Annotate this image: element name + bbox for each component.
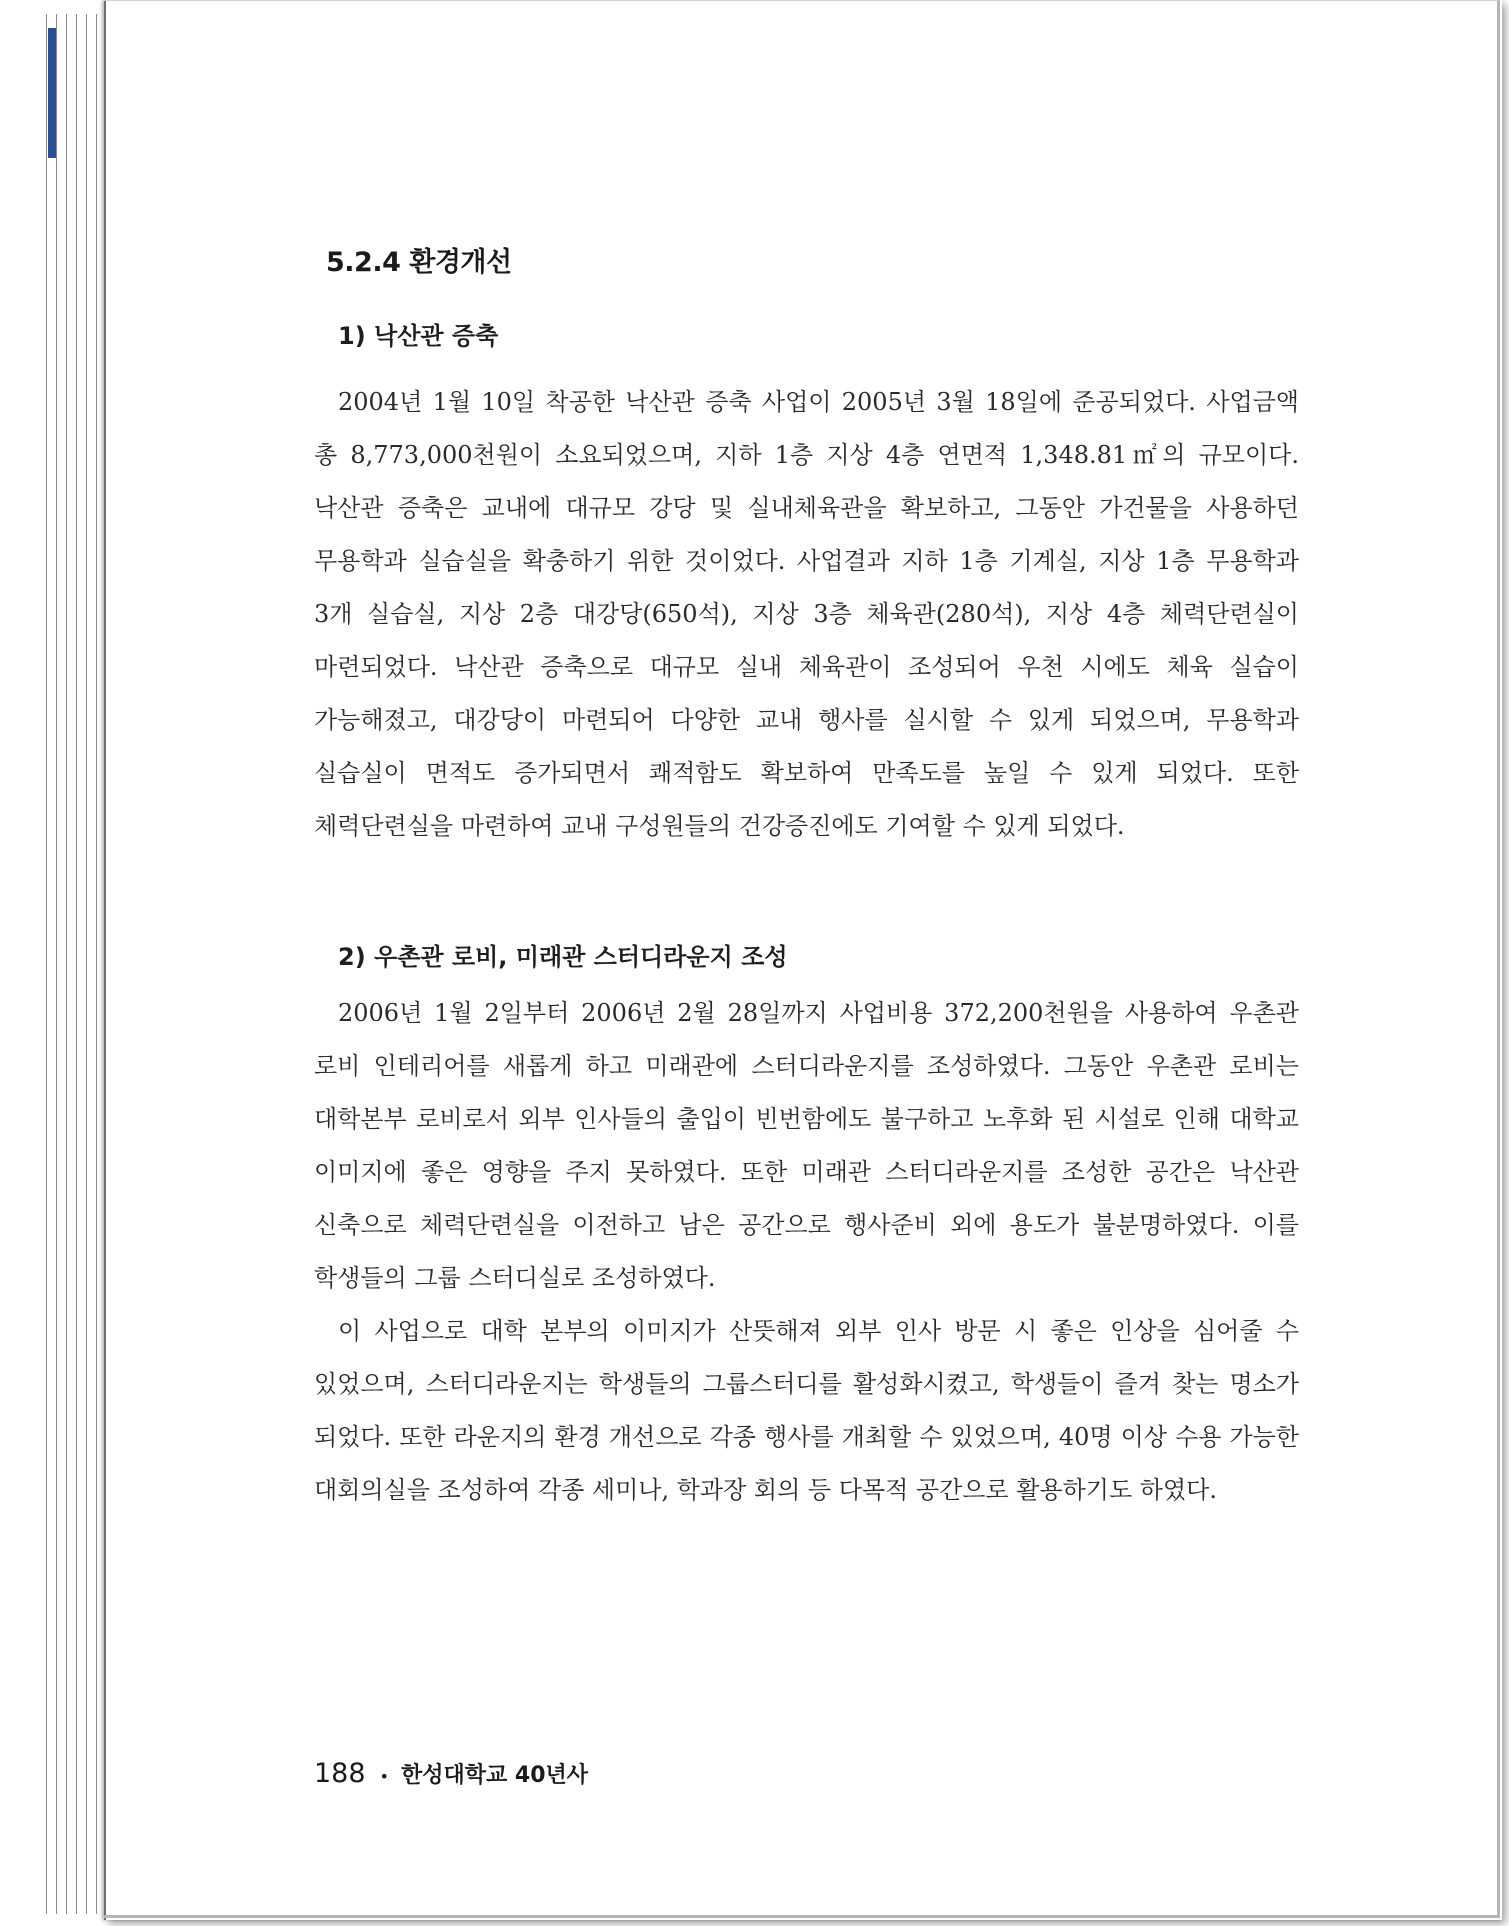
page-edges (46, 14, 106, 1914)
paragraph-2: 2006년 1월 2일부터 2006년 2월 28일까지 사업비용 372,200천원을 사용하여 우촌관 로비 인테리어를 새롭게 하고 미래관에 스터디라운지를 조성하였다. 그동안 우촌관 로비는 대학본부 로비로서 외부 인사들의 출입이 빈번함에도 불구하고 노후화 된 시설로 인해 대학교 이미지에 좋은 영향을 주지 못하였다. 또한 미래관 스터디라운지를 조성한 공간은 낙산관 신축으로 체력단련실을 이전하고 남은 공간으로 행사준비 외에 용도가 불분명하였다. 이를 학생들의 그룹 스터디실로 조성하였다. (314, 999, 1299, 1292)
page-content (314, 228, 1299, 1517)
subsection-title-1: 1) 낙산관 증축 (338, 322, 499, 350)
page-footer (314, 1758, 588, 1789)
paragraph-3: 이 사업으로 대학 본부의 이미지가 산뜻해져 외부 인사 방문 시 좋은 인상을 심어줄 수 있었으며, 스터디라운지는 학생들의 그룹스터디를 활성화시켰고, 학생들이 즐겨 찾는 명소가 되었다. 또한 라운지의 환경 개선으로 각종 행사를 개최할 수 있었으며, 40명 이상 수용 가능한 대회의실을 조성하여 각종 세미나, 학과장 회의 등 다목적 공간으로 활용하기도 하였다. (314, 1317, 1299, 1504)
paragraph-1: 2004년 1월 10일 착공한 낙산관 증축 사업이 2005년 3월 18일에 준공되었다. 사업금액 총 8,773,000천원이 소요되었으며, 지하 1층 지상 4층 연면적 1,348.81㎡의 규모이다. 낙산관 증축은 교내에 대규모 강당 및 실내체육관을 확보하고, 그동안 가건물을 사용하던 무용학과 실습실을 확충하기 위한 것이었다. 사업결과 지하 1층 기계실, 지상 1층 무용학과 3개 실습실, 지상 2층 대강당(650석), 지상 3층 체육관(280석), 지상 4층 체력단련실이 마련되었다. 낙산관 증축으로 대규모 실내 체육관이 조성되어 우천 시에도 체육 실습이 가능해졌고, 대강당이 마련되어 다양한 교내 행사를 실시할 수 있게 되었으며, 무용학과 실습실이 면적도 증가되면서 쾌적함도 확보하여 만족도를 높일 수 있게 되었다. 또한 체력단련실을 마련하여 교내 구성원들의 건강증진에도 기여할 수 있게 되었다. (314, 388, 1299, 840)
subsection-title-2: 2) 우촌관 로비, 미래관 스터디라운지 조성 (338, 943, 788, 971)
book-title: 한성대학교 40년사 (400, 1763, 589, 1788)
section-title: 5.2.4 환경개선 (326, 247, 512, 278)
page-number: 188 (314, 1758, 366, 1789)
footer-bullet: • (379, 1767, 389, 1786)
spine-accent (48, 28, 56, 158)
